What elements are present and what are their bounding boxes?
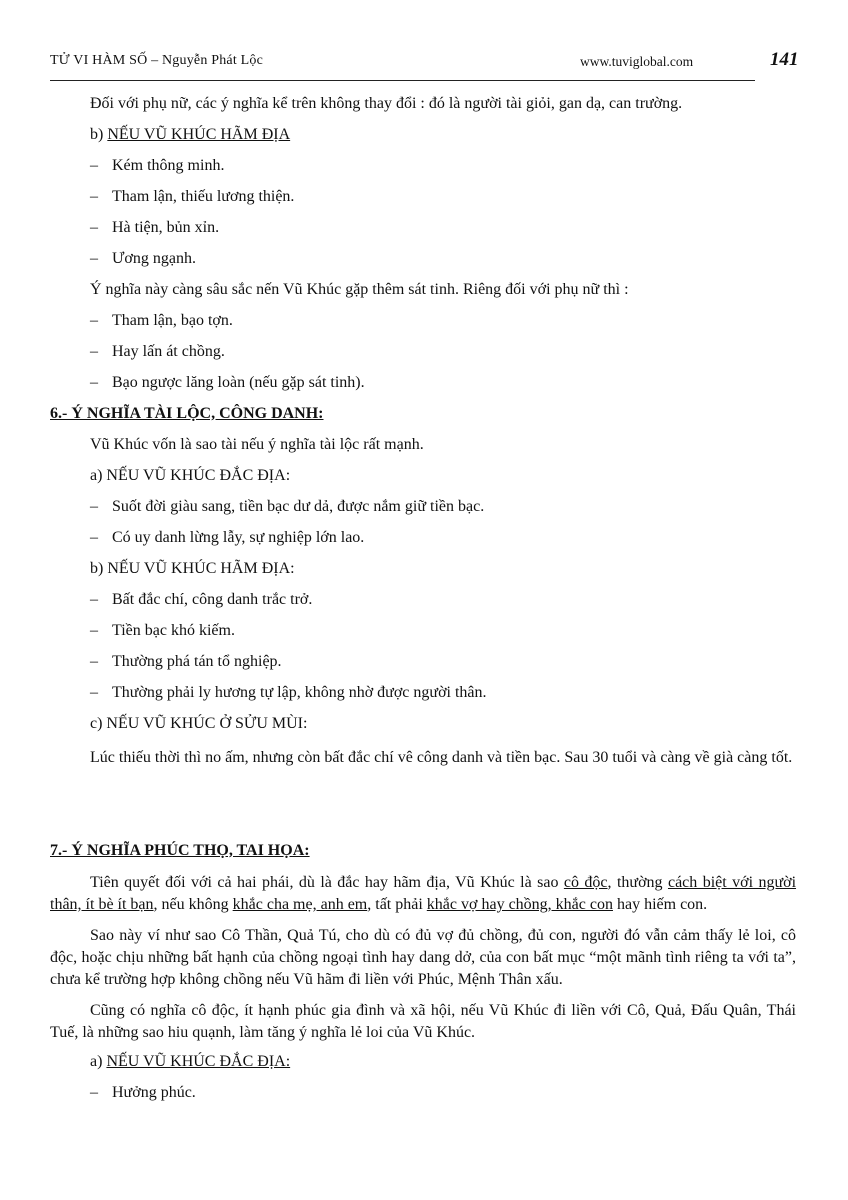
book-title: TỬ VI HÀM SỐ – Nguyễn Phát Lộc [50, 53, 263, 68]
list-item: – Tham lận, bạo tợn. [90, 311, 233, 329]
list-item: – Ương ngạnh. [90, 249, 196, 267]
list-item: – Hà tiện, bủn xỉn. [90, 218, 220, 236]
list-item: – Hay lấn át chồng. [90, 342, 225, 360]
list-item: – Kém thông minh. [90, 156, 225, 174]
website-url: www.tuviglobal.com [580, 54, 694, 69]
list-item: – Bất đắc chí, công danh trắc trở. [90, 590, 313, 608]
section-heading-6: 6.- Ý NGHĨA TÀI LỘC, CÔNG DANH: [50, 404, 324, 422]
subheading: a) NẾU VŨ KHÚC ĐẮC ĐỊA: [50, 1046, 796, 1077]
list-item: – Thường phải ly hương tự lập, không nhờ được người thân. [90, 683, 487, 701]
list-item: – Hưởng phúc. [90, 1083, 196, 1101]
subheading-title: NẾU VŨ KHÚC HÃM ĐỊA [107, 125, 291, 143]
list-item: – Thường phá tán tổ nghiệp. [90, 652, 282, 670]
subheading: b) NẾU VŨ KHÚC HÃM ĐỊA: [90, 559, 295, 577]
paragraph: Sao này ví như sao Cô Thần, Quả Tú, cho dù có đủ vợ đủ chồng, đủ con, người đó vẫn cảm thấy lẻ loi, cô độc, hoặc chịu những bất hạnh của chồng ngoại tình hay dang dở, của con bất mục “một mãnh tình riêng ta với ta”, chưa kể trường hợp không chồng nếu Vũ hãm đi liền với Phúc, Mệnh Thân xấu. [50, 927, 796, 988]
list-item: – Có uy danh lừng lẫy, sự nghiệp lớn lao. [90, 528, 365, 546]
section-heading-7: 7.- Ý NGHĨA PHÚC THỌ, TAI HỌA: [50, 841, 310, 859]
paragraph: Lúc thiếu thời thì no ấm, nhưng còn bất đắc chí vê công danh và tiền bạc. Sau 30 tuổi và càng về già càng tốt. [90, 749, 793, 766]
paragraph: Ý nghĩa này càng sâu sắc nến Vũ Khúc gặp thêm sát tinh. Riêng đối với phụ nữ thì : [90, 280, 629, 298]
list-item: – Tham lận, thiếu lương thiện. [90, 187, 295, 205]
list-item: – Bạo ngược lăng loàn (nếu gặp sát tinh). [90, 373, 365, 391]
paragraph: Vũ Khúc vốn là sao tài nếu ý nghĩa tài lộc rất mạnh. [90, 435, 424, 453]
paragraph: Tiên quyết đối với cả hai phái, dù là đắc hay hãm địa, Vũ Khúc là sao cô độc, thường cách biệt với người thân, ít bè ít bạn, nếu không khắc cha mẹ, anh em, tất phải khắc vợ hay chồng, khắc con hay hiếm con. [50, 874, 797, 913]
paragraph: Đối với phụ nữ, các ý nghĩa kể trên không thay đổi : đó là người tài giỏi, gan dạ, can trường. [90, 94, 683, 112]
subheading: a) NẾU VŨ KHÚC ĐẮC ĐỊA: [90, 466, 291, 484]
subheading: c) NẾU VŨ KHÚC Ở SỬU MÙI: [90, 714, 308, 732]
paragraph: Cũng có nghĩa cô độc, ít hạnh phúc gia đình và xã hội, nếu Vũ Khúc đi liền với Cô, Quả, Đấu Quân, Thái Tuế, là những sao hiu quạnh, làm tăng ý nghĩa lẻ loi của Vũ Khúc. [50, 1002, 796, 1041]
page-header [50, 49, 799, 81]
page-number: 141 [770, 49, 799, 70]
list-item: – Suốt đời giàu sang, tiền bạc dư dả, được nắm giữ tiền bạc. [90, 497, 485, 515]
page-content [50, 88, 796, 1108]
subheading-title: NẾU VŨ KHÚC ĐẮC ĐỊA: [106, 1052, 291, 1070]
subheading: b) NẾU VŨ KHÚC HÃM ĐỊA [50, 119, 796, 150]
list-item: – Tiền bạc khó kiếm. [90, 621, 235, 639]
